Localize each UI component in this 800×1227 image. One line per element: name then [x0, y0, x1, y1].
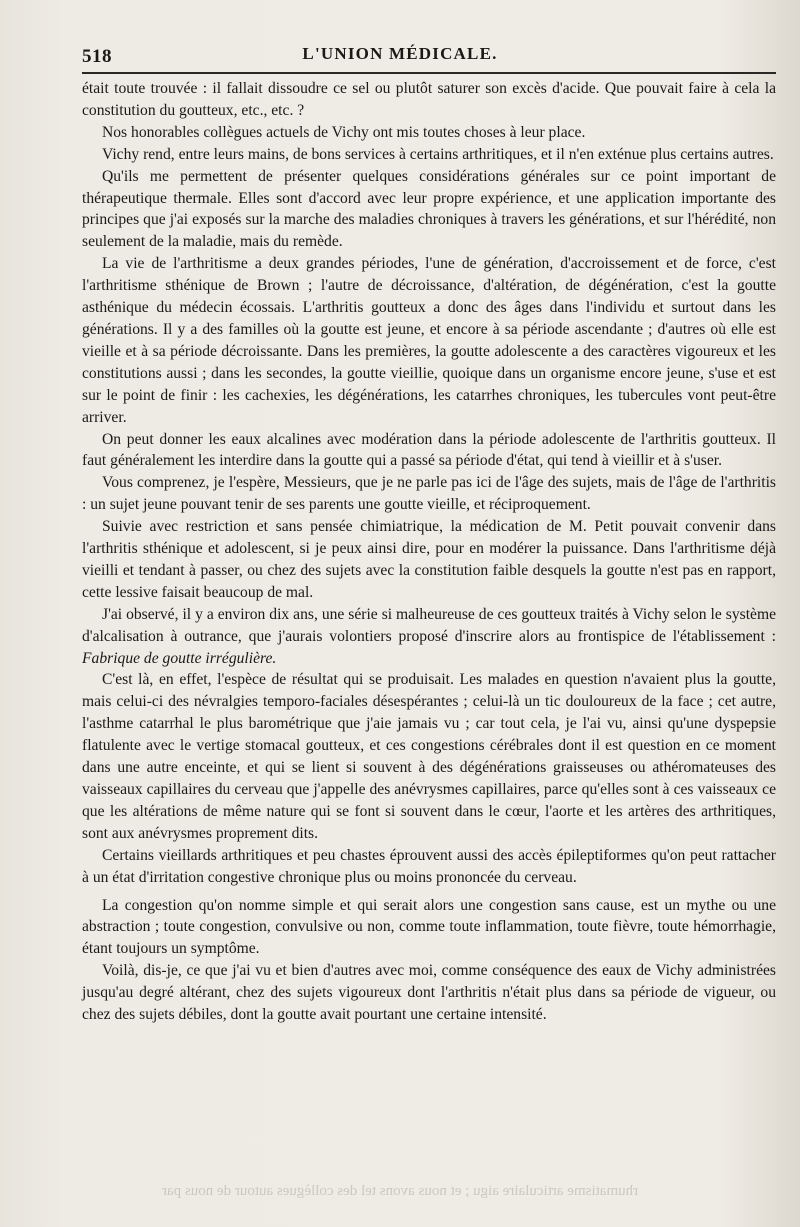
- paragraph: J'ai observé, il y a environ dix ans, une série si malheureuse de ces goutteux traités à Vichy selon le système d'alcalisation à outrance, que j'aurais volontiers proposé d'inscrire alors au frontispice de l'établissement :: [82, 605, 776, 645]
- paragraph: Suivie avec restriction et sans pensée chimiatrique, la médication de M. Petit pouvait convenir dans l'arthritis sthénique et adolescent, si je peux ainsi dire, pour en modérer la puissance. Dans l'arthritisme déjà vieilli et tendant à passer, ou chez des sujets avec la constitution faible desquels la goutte n'est pas en rapport, cette lessive faisait beaucoup de mal.: [82, 518, 776, 601]
- paragraph: était toute trouvée : il fallait dissoudre ce sel ou plutôt saturer son excès d'acide. Que pouvait faire à cela la constitution du goutteux, etc., etc. ?: [82, 80, 776, 119]
- page-number: 518: [82, 46, 112, 67]
- article-body: [82, 78, 776, 1026]
- paragraph: Certains vieillards arthritiques et peu chastes éprouvent aussi des accès épileptiformes qu'on peut rattacher à un état d'irritation congestive chronique plus ou moins prononcée du cerveau.: [82, 846, 776, 886]
- inscription-italic: Fabrique de goutte irrégulière.: [82, 649, 277, 667]
- header-rule: [82, 72, 776, 74]
- paragraph: Qu'ils me permettent de présenter quelques considérations générales sur ce point important de thérapeutique thermale. Elles sont d'accord avec leur propre expérience, et une application importante des principes que j'ai exposés sur la marche des maladies chroniques à travers les générations, et sur l'hérédité, non seulement de la maladie, mais du remède.: [82, 167, 776, 251]
- running-title: L'UNION MÉDICALE.: [302, 44, 498, 63]
- bleed-through-text: rhumatisme articulaire aigu ; et nous avons tel des collègues autour de nous par: [161, 1183, 639, 1199]
- paragraph: Nos honorables collègues actuels de Vichy ont mis toutes choses à leur place.: [102, 123, 586, 141]
- paragraph: Vichy rend, entre leurs mains, de bons services à certains arthritiques, et il n'en exténue plus certains autres.: [102, 145, 774, 163]
- paragraph: La vie de l'arthritisme a deux grandes périodes, l'une de génération, d'accroissement et de force, c'est l'arthritisme sthénique de Brown ; l'autre de décroissance, d'altération, de dégénération, c'est la goutte asthénique du médecin écossais. L'arthritis goutteux a donc des âges dans l'individu et surtout dans les générations. Il y a des familles où la goutte est jeune, et encore à sa période ascendante ; d'autres où elle est vieille et à sa période décroissante. Dans les premières, la goutte adolescente a des caractères vigoureux et les constitutions aussi ; dans les secondes, la goutte vieillie, quoique dans un organisme encore jeune, s'use et est sur le point de finir : les cachexies, les dégénérations, les catarrhes chroniques, les tubercules vont peut-être arriver.: [82, 255, 776, 426]
- paragraph: C'est là, en effet, l'espèce de résultat qui se produisait. Les malades en question n'avaient plus la goutte, mais celui-ci des névralgies temporo-faciales désespérantes ; celui-là un tic douloureux de la face ; cet autre, l'asthme catarrhal le plus barométrique que j'aie jamais vu ; car tout cela, je l'ai vu, ainsi qu'une dyspepsie flatulente avec le vertige stomacal goutteux, et ces congestions cérébrales dont il est question en ce moment dans une autre enceinte, et qui se lient si souvent à des dégénérations graisseuses ou athéromateuses des vaisseaux capillaires du cerveau que j'appelle des anévrysmes capillaires, parce qu'elles sont à ces vaisseaux ce que les altérations de même nature qui se font si souvent dans le cœur, l'aorte et les artères des arthritiques, sont aux anévrysmes proprement dits.: [82, 671, 776, 842]
- paragraph: On peut donner les eaux alcalines avec modération dans la période adolescente de l'arthritis goutteux. Il faut généralement les interdire dans la goutte qui a passé sa période d'état, qui tend à vieillir et à s'user.: [82, 430, 776, 470]
- paragraph: Voilà, dis-je, ce que j'ai vu et bien d'autres avec moi, comme conséquence des eaux de Vichy administrées jusqu'au degré altérant, chez des sujets vigoureux dont l'arthritis n'était plus dans sa période de vigueur, ou chez des sujets débiles, dont la goutte avait pourtant une certaine intensité.: [82, 962, 776, 1024]
- paragraph: La congestion qu'on nomme simple et qui serait alors une congestion sans cause, est un mythe ou une abstraction ; toute congestion, convulsive ou non, comme toute inflammation, toute fièvre, toute hémorrhagie, étant toujours un symptôme.: [82, 896, 776, 958]
- page-header: [0, 36, 800, 66]
- paragraph: Vous comprenez, je l'espère, Messieurs, que je ne parle pas ici de l'âge des sujets, mais de l'âge de l'arthritis : un sujet jeune pouvant tenir de ses parents une goutte vieille, et réciproquement.: [82, 474, 776, 514]
- paragraph-with-inscription: [82, 604, 776, 670]
